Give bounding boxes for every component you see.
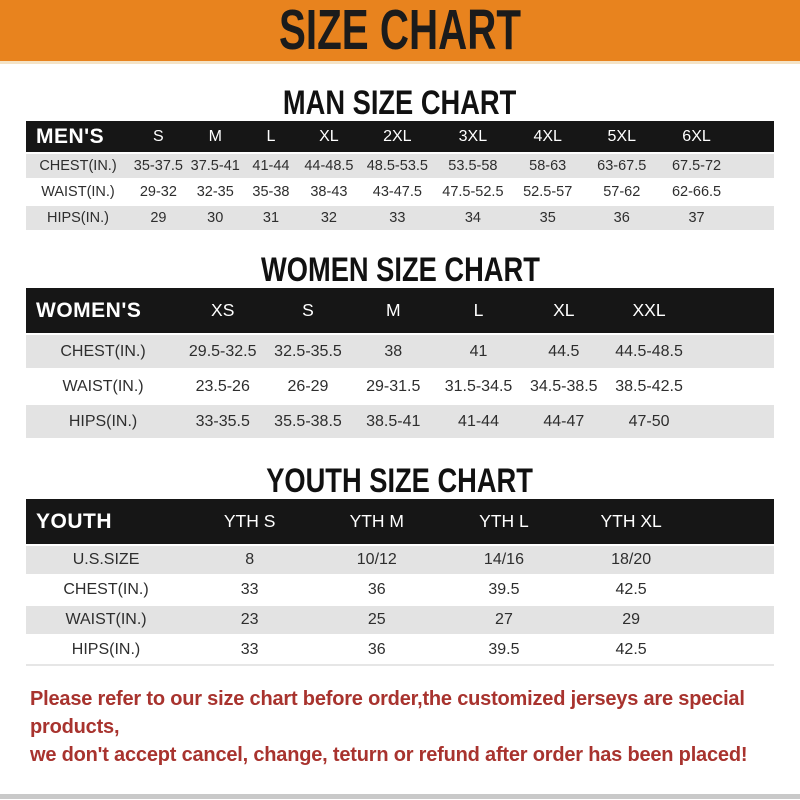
value-cell: 37.5-41 <box>187 153 244 179</box>
value-cell: 36 <box>313 575 440 605</box>
value-cell: 29.5-32.5 <box>180 334 265 369</box>
value-cell: 39.5 <box>440 635 567 665</box>
value-cell: 57-62 <box>585 179 659 205</box>
youth-section-heading-text: YOUTH SIZE CHART <box>266 461 534 500</box>
value-cell: 29-31.5 <box>351 369 436 404</box>
value-cell: 23 <box>186 605 313 635</box>
value-cell: 47.5-52.5 <box>435 179 511 205</box>
table-row <box>26 545 774 575</box>
youth-section-heading <box>0 463 800 499</box>
value-cell: 42.5 <box>568 575 695 605</box>
value-cell: 43-47.5 <box>360 179 436 205</box>
header-row <box>26 288 774 334</box>
value-cell: 32.5-35.5 <box>265 334 350 369</box>
filler-cell <box>734 121 774 153</box>
value-cell: 42.5 <box>568 635 695 665</box>
column-header: YTH M <box>313 499 440 545</box>
youth-size-table <box>26 499 774 666</box>
row-label: HIPS(IN.) <box>26 205 130 231</box>
filler-cell <box>695 575 774 605</box>
column-header: XXL <box>606 288 691 334</box>
value-cell: 63-67.5 <box>585 153 659 179</box>
women-section-heading <box>0 252 800 288</box>
row-label: CHEST(IN.) <box>26 575 186 605</box>
value-cell: 38-43 <box>298 179 359 205</box>
filler-cell <box>695 499 774 545</box>
value-cell: 44.5 <box>521 334 606 369</box>
value-cell: 34 <box>435 205 511 231</box>
man-section-heading-text: MAN SIZE CHART <box>283 83 517 122</box>
value-cell: 47-50 <box>606 404 691 439</box>
value-cell: 23.5-26 <box>180 369 265 404</box>
row-label: HIPS(IN.) <box>26 635 186 665</box>
header-row <box>26 499 774 545</box>
column-header: YTH S <box>186 499 313 545</box>
filler-cell <box>692 334 774 369</box>
value-cell: 52.5-57 <box>511 179 585 205</box>
value-cell: 38.5-41 <box>351 404 436 439</box>
value-cell: 44-47 <box>521 404 606 439</box>
filler-cell <box>695 635 774 665</box>
table-title: WOMEN'S <box>26 288 180 334</box>
table-title: YOUTH <box>26 499 186 545</box>
filler-cell <box>734 179 774 205</box>
man-section-heading <box>0 85 800 121</box>
column-header: S <box>130 121 187 153</box>
women-size-table <box>26 288 774 440</box>
value-cell: 33 <box>360 205 436 231</box>
value-cell: 8 <box>186 545 313 575</box>
table-row <box>26 605 774 635</box>
value-cell: 29 <box>130 205 187 231</box>
filler-cell <box>692 369 774 404</box>
value-cell: 58-63 <box>511 153 585 179</box>
column-header: S <box>265 288 350 334</box>
value-cell: 44.5-48.5 <box>606 334 691 369</box>
women-section-heading-text: WOMEN SIZE CHART <box>260 250 540 289</box>
filler-cell <box>734 153 774 179</box>
notice-line-1: Please refer to our size chart before order,the customized jerseys are special products, <box>30 688 745 738</box>
value-cell: 29-32 <box>130 179 187 205</box>
column-header: XL <box>521 288 606 334</box>
row-label: HIPS(IN.) <box>26 404 180 439</box>
row-label: U.S.SIZE <box>26 545 186 575</box>
value-cell: 37 <box>659 205 735 231</box>
row-label: CHEST(IN.) <box>26 334 180 369</box>
column-header: M <box>187 121 244 153</box>
table-row <box>26 153 774 179</box>
notice-line-2: we don't accept cancel, change, teturn or refund after order has been placed! <box>30 744 748 766</box>
filler-cell <box>695 605 774 635</box>
table-title: MEN'S <box>26 121 130 153</box>
header-row <box>26 121 774 153</box>
value-cell: 36 <box>313 635 440 665</box>
value-cell: 25 <box>313 605 440 635</box>
value-cell: 41 <box>436 334 521 369</box>
value-cell: 41-44 <box>244 153 299 179</box>
value-cell: 10/12 <box>313 545 440 575</box>
column-header: 5XL <box>585 121 659 153</box>
value-cell: 34.5-38.5 <box>521 369 606 404</box>
bottom-edge-strip <box>0 794 800 799</box>
footer-notice <box>0 685 800 769</box>
value-cell: 29 <box>568 605 695 635</box>
value-cell: 48.5-53.5 <box>360 153 436 179</box>
column-header: M <box>351 288 436 334</box>
value-cell: 41-44 <box>436 404 521 439</box>
row-label: WAIST(IN.) <box>26 369 180 404</box>
table-row <box>26 334 774 369</box>
column-header: YTH L <box>440 499 567 545</box>
value-cell: 38 <box>351 334 436 369</box>
table-row <box>26 179 774 205</box>
row-label: WAIST(IN.) <box>26 605 186 635</box>
banner-title: SIZE CHART <box>279 0 521 62</box>
column-header: 2XL <box>360 121 436 153</box>
men-size-table <box>26 121 774 232</box>
table-row <box>26 205 774 231</box>
value-cell: 33-35.5 <box>180 404 265 439</box>
column-header: L <box>244 121 299 153</box>
value-cell: 32 <box>298 205 359 231</box>
value-cell: 31.5-34.5 <box>436 369 521 404</box>
table-row <box>26 404 774 439</box>
value-cell: 18/20 <box>568 545 695 575</box>
table-row <box>26 575 774 605</box>
value-cell: 35-37.5 <box>130 153 187 179</box>
value-cell: 31 <box>244 205 299 231</box>
column-header: 6XL <box>659 121 735 153</box>
column-header: XS <box>180 288 265 334</box>
value-cell: 35-38 <box>244 179 299 205</box>
row-label: CHEST(IN.) <box>26 153 130 179</box>
filler-cell <box>692 288 774 334</box>
value-cell: 44-48.5 <box>298 153 359 179</box>
value-cell: 53.5-58 <box>435 153 511 179</box>
banner <box>0 0 800 64</box>
value-cell: 62-66.5 <box>659 179 735 205</box>
column-header: XL <box>298 121 359 153</box>
value-cell: 38.5-42.5 <box>606 369 691 404</box>
filler-cell <box>734 205 774 231</box>
value-cell: 30 <box>187 205 244 231</box>
value-cell: 14/16 <box>440 545 567 575</box>
value-cell: 67.5-72 <box>659 153 735 179</box>
value-cell: 39.5 <box>440 575 567 605</box>
table-row <box>26 369 774 404</box>
value-cell: 35 <box>511 205 585 231</box>
value-cell: 36 <box>585 205 659 231</box>
value-cell: 35.5-38.5 <box>265 404 350 439</box>
column-header: 3XL <box>435 121 511 153</box>
filler-cell <box>695 545 774 575</box>
table-row <box>26 635 774 665</box>
value-cell: 32-35 <box>187 179 244 205</box>
column-header: L <box>436 288 521 334</box>
filler-cell <box>692 404 774 439</box>
value-cell: 26-29 <box>265 369 350 404</box>
column-header: 4XL <box>511 121 585 153</box>
column-header: YTH XL <box>568 499 695 545</box>
value-cell: 27 <box>440 605 567 635</box>
row-label: WAIST(IN.) <box>26 179 130 205</box>
value-cell: 33 <box>186 575 313 605</box>
value-cell: 33 <box>186 635 313 665</box>
